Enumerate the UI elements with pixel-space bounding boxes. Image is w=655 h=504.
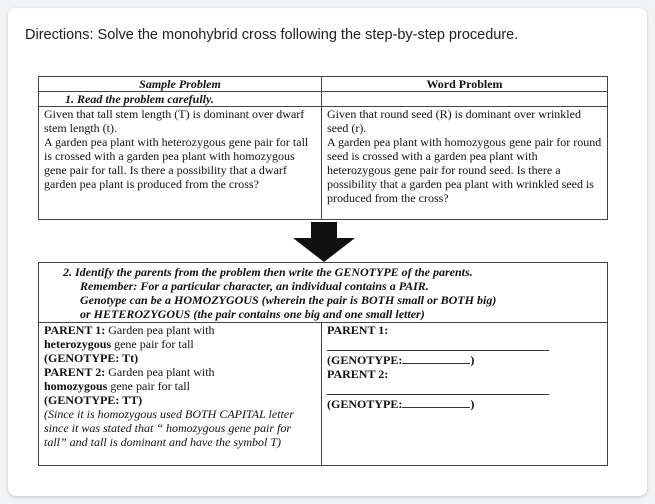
directions-text: Directions: Solve the monohybrid cross following the step-by-step procedure.: [25, 27, 519, 43]
step1-table: [38, 76, 608, 220]
sample-parents-cell: [39, 323, 322, 466]
down-arrow-icon: [293, 222, 355, 262]
answer-parent1-blank: [327, 337, 549, 351]
parent1-text-2: gene pair for tall: [111, 337, 194, 351]
genotype-close: ): [470, 353, 475, 367]
parent1-text: Garden pea plant with: [105, 323, 215, 337]
parent1-label: PARENT 1:: [44, 323, 106, 337]
answer-parent1-genotype: [327, 352, 602, 367]
parent2-genotype: (GENOTYPE: TT): [44, 393, 143, 407]
genotype-open: (GENOTYPE:: [327, 397, 403, 411]
word-problem-header: Word Problem: [322, 77, 608, 92]
parent2-label: PARENT 2:: [44, 365, 106, 379]
empty-cell: [322, 92, 608, 107]
step2-instructions: [39, 263, 608, 323]
homozygous-note: (Since it is homozygous used BOTH CAPITAL letter since it was stated that “ homozygous gene pair for tall” and tall is dominant and have the symbol T): [44, 407, 294, 449]
parent2-text: Garden pea plant with: [105, 365, 215, 379]
step2-line-3: Genotype can be a HOMOZYGOUS (wherein the pair is BOTH small or BOTH big): [80, 293, 497, 307]
answer-parent2-blank: [327, 381, 549, 395]
step1-heading: 1. Read the problem carefully.: [39, 92, 322, 107]
genotype-close: ): [470, 397, 475, 411]
answer-parent2-label: PARENT 2:: [327, 367, 389, 381]
step2-line-1: 2. Identify the parents from the problem then write the GENOTYPE of the parents.: [63, 265, 473, 279]
answer-parent2-genotype: [327, 396, 602, 411]
sample-problem-text: Given that tall stem length (T) is dominant over dwarf stem length (t). A garden pea plant with heterozygous gene pair for tall is crossed with a garden pea plant with homozygous gene pair for tall. Is there a possibility that a dwarf garden pea plant is produced from the cross?: [39, 107, 322, 220]
word-problem-text: Given that round seed (R) is dominant over wrinkled seed (r). A garden pea plant with homozygous gene pair for round seed is crossed with a garden pea plant with heterozygous gene pair for round seed. Is there a possibility that a garden pea plant with wrinkled seed is produced from the cross?: [322, 107, 608, 220]
step2-table: [38, 262, 608, 466]
parent1-zygosity: heterozygous: [44, 337, 112, 351]
sample-problem-header: Sample Problem: [39, 77, 322, 92]
genotype-blank: [402, 352, 470, 364]
genotype-blank: [402, 396, 470, 408]
step2-line-4: or HETEROZYGOUS (the pair contains one big and one small letter): [80, 307, 425, 321]
parent1-genotype: (GENOTYPE: Tt): [44, 351, 139, 365]
step2-line-2: Remember: For a particular character, an individual contains a PAIR.: [80, 279, 429, 293]
genotype-open: (GENOTYPE:: [327, 353, 403, 367]
answer-parent1-label: PARENT 1:: [327, 323, 389, 337]
answer-parents-cell: [322, 323, 608, 466]
parent2-zygosity: homozygous: [44, 379, 108, 393]
parent2-text-2: gene pair for tall: [107, 379, 190, 393]
